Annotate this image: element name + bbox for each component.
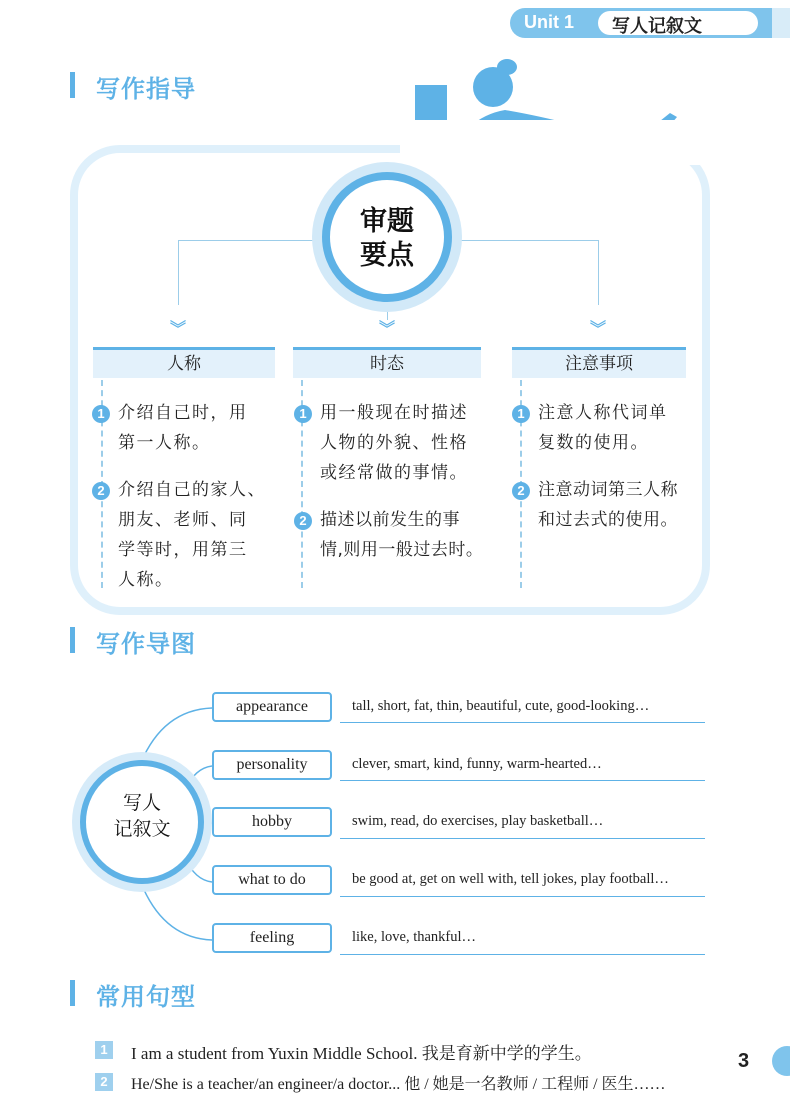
item-line: 朋友、老师、同: [118, 510, 248, 530]
mindmap-center-line: 记叙文: [113, 818, 171, 840]
section-marker: [70, 72, 75, 98]
section-title-guide: 写作指导: [96, 75, 196, 103]
underline: [340, 780, 705, 781]
section-marker: [70, 627, 75, 653]
branch-what-to-do: what to do: [212, 865, 332, 895]
connector-right: [598, 240, 599, 305]
item-line: 复数的使用。: [538, 433, 649, 453]
item-line: 描述以前发生的事: [320, 510, 460, 530]
item-line: 第一人称。: [118, 433, 211, 453]
item-line: 人称。: [118, 570, 174, 590]
branch-feeling: feeling: [212, 923, 332, 953]
underline: [340, 896, 705, 897]
section-title-sentences: 常用句型: [96, 983, 196, 1011]
item-line: 和过去式的使用。: [538, 510, 678, 530]
item-line: 介绍自己的家人、: [118, 480, 266, 500]
list-item: [118, 475, 283, 595]
section-marker: [70, 980, 75, 1006]
sentence-text: I am a student from Yuxin Middle School. 我是育新中学的学生。: [131, 1044, 592, 1063]
sentence-number-badge: 2: [95, 1073, 113, 1091]
list-item: [320, 505, 500, 565]
branch-words: like, love, thankful…: [352, 929, 477, 945]
underline: [340, 838, 705, 839]
unit-title: 写人记叙文: [612, 16, 702, 37]
section-title-mindmap: 写作导图: [96, 630, 196, 658]
sentence-text: He/She is a teacher/an engineer/a doctor... 他 / 她是一名教师 / 工程师 / 医生……: [131, 1076, 666, 1093]
page-number: 3: [738, 1050, 750, 1072]
center-topic-line: 要点: [360, 240, 414, 271]
item-number-badge: 2: [512, 482, 530, 500]
list-item: [320, 398, 495, 488]
item-number-badge: 1: [294, 405, 312, 423]
item-line: 学等时，用第三: [118, 540, 248, 560]
center-topic-line: 审题: [360, 206, 414, 237]
page-edge-tab: [772, 1046, 790, 1076]
item-line: 或经常做的事情。: [320, 463, 468, 483]
column-head-tense: 时态: [293, 347, 481, 378]
underline: [340, 954, 705, 955]
branch-hobby: hobby: [212, 807, 332, 837]
branch-appearance: appearance: [212, 692, 332, 722]
item-number-badge: 2: [294, 512, 312, 530]
branch-words: swim, read, do exercises, play basketball…: [352, 813, 604, 829]
item-line: 注意人称代词单: [538, 403, 668, 423]
column-head-person: 人称: [93, 347, 275, 378]
branch-personality: personality: [212, 750, 332, 780]
item-line: 情,则用一般过去时。: [320, 540, 484, 560]
connector-left: [178, 240, 179, 305]
header-edge: [772, 8, 790, 38]
mindmap-center-topic: [86, 790, 198, 842]
item-line: 注意动词第三人称: [538, 480, 678, 500]
chevron-down-icon: ︾: [378, 319, 395, 338]
branch-words: clever, smart, kind, funny, warm-hearted…: [352, 756, 602, 772]
branch-words: tall, short, fat, thin, beautiful, cute, good-looking…: [352, 698, 650, 714]
item-line: 介绍自己时，用: [118, 403, 248, 423]
item-line: 人物的外貌、性格: [320, 433, 468, 453]
item-line: 用一般现在时描述: [320, 403, 468, 423]
chevron-down-icon: ︾: [169, 319, 186, 338]
list-item: [538, 475, 703, 535]
item-number-badge: 1: [92, 405, 110, 423]
connector-middle: [387, 300, 388, 320]
list-item: [118, 398, 278, 458]
mindmap-center-line: 写人: [122, 792, 161, 814]
sentence-number-badge: 1: [95, 1041, 113, 1059]
chevron-down-icon: ︾: [589, 319, 606, 338]
center-topic: [330, 205, 444, 273]
item-number-badge: 1: [512, 405, 530, 423]
frame-gap: [400, 120, 720, 165]
item-number-badge: 2: [92, 482, 110, 500]
underline: [340, 722, 705, 723]
column-head-notes: 注意事项: [512, 347, 686, 378]
branch-words: be good at, get on well with, tell jokes, play football…: [352, 871, 669, 887]
list-item: [538, 398, 698, 458]
unit-label: Unit 1: [524, 12, 575, 32]
